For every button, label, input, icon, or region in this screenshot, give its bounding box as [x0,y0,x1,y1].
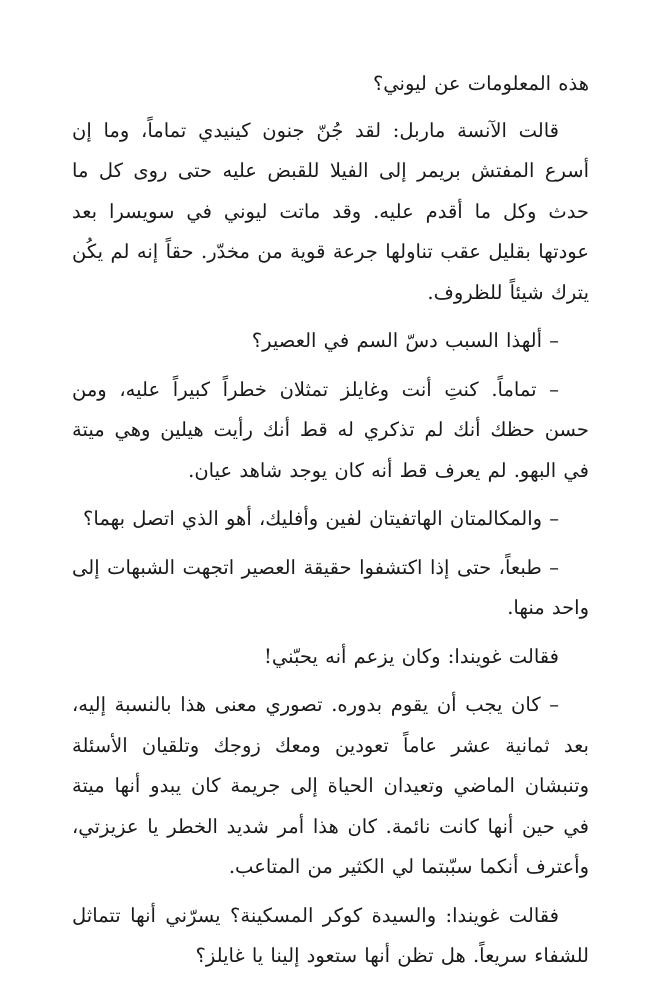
paragraph-gwenda-love: فقالت غويندا: وكان يزعم أنه يحبّني! [264,644,559,668]
paragraph-mrs-cocker: فقالت غويندا: والسيدة كوكر المسكينة؟ يسرّني أنها تتماثل للشفاء سريعاً. هل تظن أنها ستعود إلينا يا غايلز؟ [72,903,589,967]
paragraph-eighteen-years: – كان يجب أن يقوم بدوره. تصوري معنى هذا بالنسبة إليه، بعد ثمانية عشر عاماً تعودين ومعك زوجك وتلقيان الأسئلة وتنبشان الماضي وتعيدان الحياة إلى جريمة كان يبدو أنها ميتة في حين أنها كانت نائمة. كان هذا أمر شديد الخطر يا عزيزتي، وأعترف أنكما سبّبتما لي الكثير من المتاعب. [72,693,589,878]
paragraph-poison-question: – ألهذا السبب دسّ السم في العصير؟ [251,329,559,352]
paragraph-danger-answer: – تماماً. كنتِ أنت وغايلز تمثلان خطراً كبيراً عليه، ومن حسن حظك أنك لم تذكري له قط أنك رأيت هيلين وهي ميتة في البهو. لم يعرف قط أنه كان يوجد شاهد عيان. [72,377,589,482]
paragraph-question-about-leonie: هذه المعلومات عن ليوني؟ [372,72,589,95]
paragraph-suspicion-answer: – طبعاً، حتى إذا اكتشفوا حقيقة العصير اتجهت الشبهات إلى واحد منها. [72,555,589,619]
paragraph-miss-marple-explains: قالت الآنسة ماربل: لقد جُنّ جنون كينيدي تماماً، وما إن أسرع المفتش بريمر إلى الفيلا للقبض عليه حتى روى كل ما حدث وكل ما أقدم عليه. وقد ماتت ليوني في سويسرا بعد عودتها بقليل عقب تناولها جرعة قوية من مخدّر. حقاً إنه لم يكُن يترك شيئاً للظروف. [72,118,589,304]
paragraph-phone-calls-question: – والمكالمتان الهاتفيتان لفين وأفليك، أهو الذي اتصل بهما؟ [83,507,559,530]
